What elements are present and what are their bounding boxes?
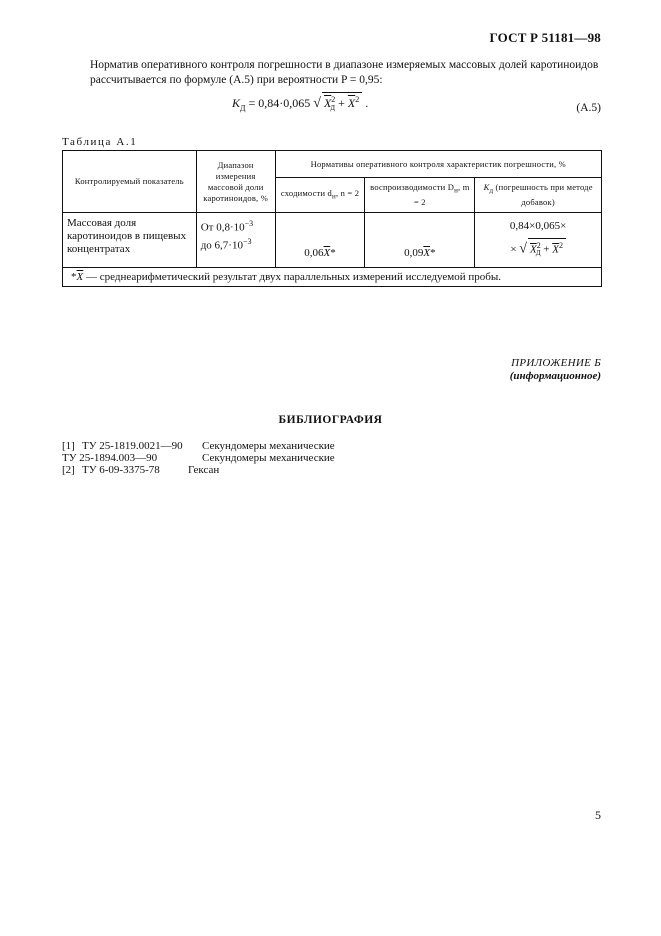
cell-reproducibility: $0,09\overline{X}*$ <box>365 213 475 268</box>
header-indicator: Контролируемый показатель <box>63 151 197 213</box>
norms-table <box>62 150 602 287</box>
cell-range: От $0,8\cdot 10^{-3}$ до $6,7\cdot 10^{-3}$ <box>196 213 275 268</box>
table-row <box>63 213 602 268</box>
list-item: [1] ТУ 25-1819.0021—90 Секундомеры механические <box>62 440 335 452</box>
header-norms-group: Нормативы оперативного контроля характеристик погрешности, % <box>275 151 601 178</box>
table-footnote: $*\overline{X}$ — среднеарифметический результат двух параллельных измерений исследуемой пробы. <box>63 268 602 287</box>
cell-repeatability: $0,06\overline{X}*$ <box>275 213 365 268</box>
bibliography-title: БИБЛИОГРАФИЯ <box>278 414 383 426</box>
document-header: ГОСТ Р 51181—98 <box>489 30 601 45</box>
page-number: 5 <box>595 808 601 822</box>
header-reproducibility: воспроизводимости $D_н$, m = 2 <box>365 178 475 213</box>
formula-number: (А.5) <box>576 102 601 114</box>
table-note-row <box>63 268 602 287</box>
table-caption: Таблица А.1 <box>62 136 138 148</box>
header-k-additive: $K_д$ (погрешность при методе добавок) <box>475 178 602 213</box>
sqrt-icon: √ <box>313 96 321 111</box>
list-item: [2] ТУ 6-09-3375-78 Гексан <box>62 464 220 476</box>
sqrt-icon: √ <box>519 241 527 257</box>
header-repeatability: сходимости $d_н$, n = 2 <box>275 178 365 213</box>
table-header-row <box>63 151 602 178</box>
intro-paragraph: Норматив оперативного контроля погрешности в диапазоне измеряемых массовых долей каротиноидов рассчитывается по формуле (А.5) при вероятности P = 0,95: <box>90 59 599 86</box>
header-range: Диапазон измерения массовой доли каротиноидов, % <box>196 151 275 213</box>
appendix-heading: ПРИЛОЖЕНИЕ Б (информационное) <box>509 357 601 382</box>
cell-k-additive: 0,84×0,065× × √ $X^2_Д + \overline{X}^2$ <box>475 213 602 268</box>
formula-radicand: $X^2_Д + \overline{X}^2$ <box>322 92 362 115</box>
list-item: ТУ 25-1894.003—90 Секундомеры механические <box>62 452 335 464</box>
formula-a5: $K_Д = 0,84\cdot 0,065$ √ $X^2_Д + \overline{X}^2$ . <box>232 92 368 115</box>
bibliography-list <box>62 440 335 476</box>
cell-indicator: Массовая доля каротиноидов в пищевых концентратах <box>63 213 197 268</box>
